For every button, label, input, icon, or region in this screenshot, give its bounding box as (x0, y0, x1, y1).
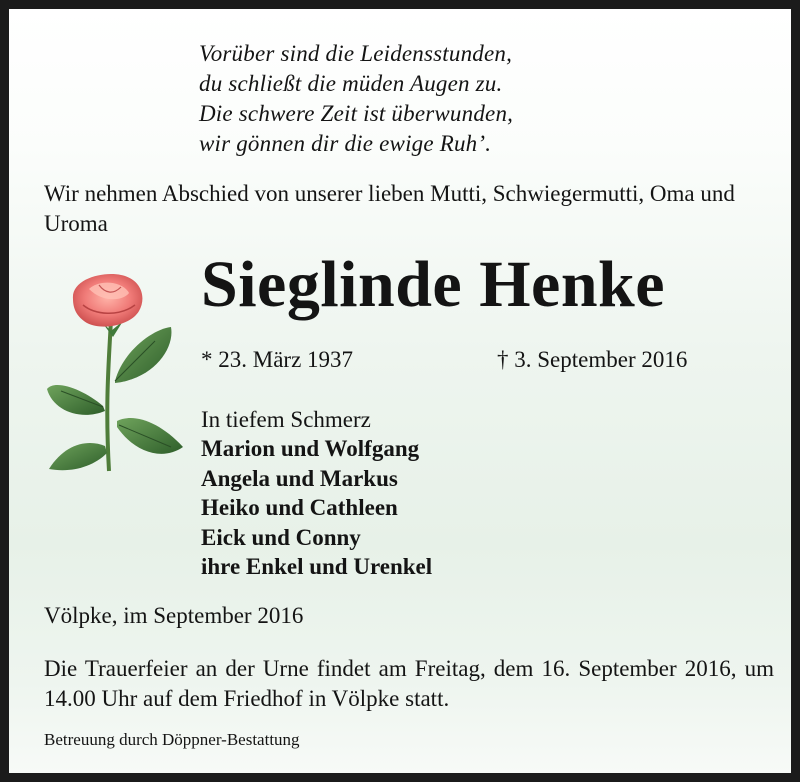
mourning-label: In tiefem Schmerz (201, 407, 371, 432)
poem (199, 39, 513, 159)
death-date: † 3. September 2016 (497, 347, 688, 372)
birth-date: * 23. März 1937 (201, 347, 354, 372)
mourner: Marion und Wolfgang (201, 436, 420, 461)
farewell-text: Wir nehmen Abschied von unserer lieben Mutti, Schwiegermutti, Oma und Uroma (44, 181, 735, 236)
poem-line: Die schwere Zeit ist überwunden, (199, 101, 514, 126)
mourner: ihre Enkel und Urenkel (201, 554, 433, 579)
mourner: Heiko und Cathleen (201, 495, 398, 520)
poem-line: wir gönnen dir die ewige Ruh’. (199, 131, 492, 156)
ceremony-text: Die Trauerfeier an der Urne findet am Freitag, dem 16. September 2016, um 14.00 Uhr auf dem Friedhof in Völpke statt. (44, 656, 774, 711)
poem-line: Vorüber sind die Leidensstunden, (199, 41, 513, 66)
deceased-name: Sieglinde Henke (201, 248, 666, 321)
rose-icon (43, 271, 188, 473)
mourner: Eick und Conny (201, 524, 361, 550)
poem-line: du schließt die müden Augen zu. (199, 71, 503, 96)
funeral-service-credit: Betreuung durch Döppner-Bestattung (44, 730, 300, 749)
mourner: Angela und Markus (201, 465, 398, 491)
mourners-list (201, 434, 432, 582)
place-date: Völpke, im September 2016 (44, 603, 304, 628)
